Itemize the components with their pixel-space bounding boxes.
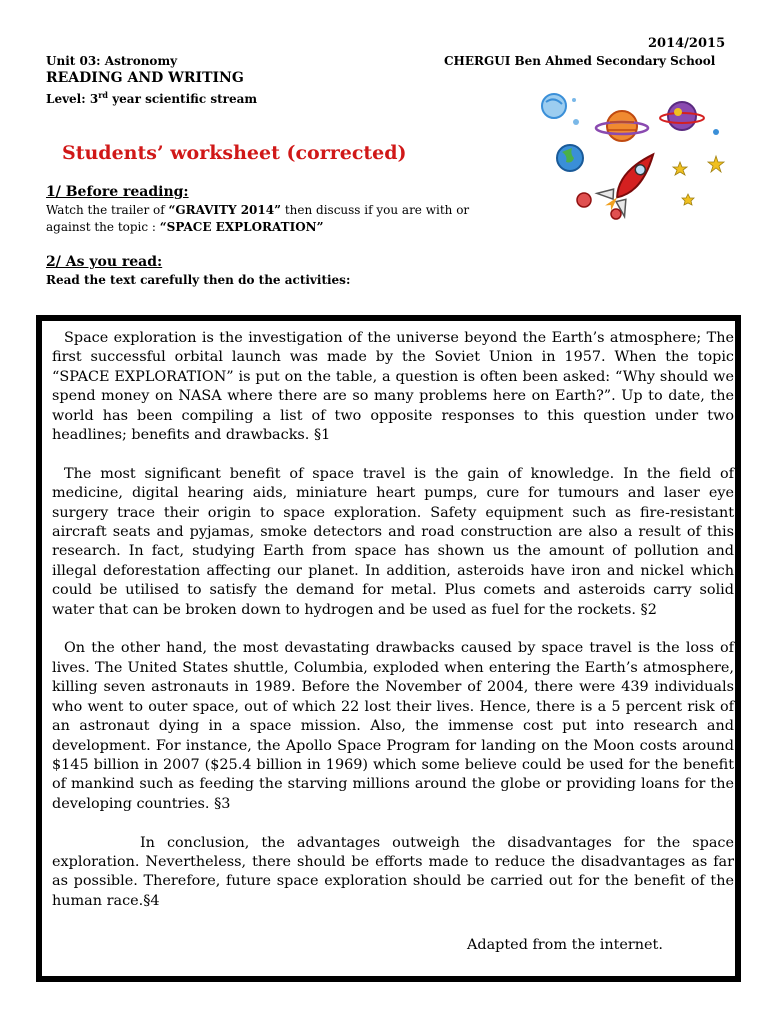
school-year: 2014/2015: [648, 36, 726, 51]
reading-passage-box: [36, 315, 741, 982]
worksheet-title: Students’ worksheet (corrected): [62, 142, 407, 164]
paragraph-1: Space exploration is the investigation of the universe beyond the Earth’s atmosphere; The first successful orbital launch was made by the Soviet Union in 1957. When the topic “SPACE EXPLORATION” is put on the table, a question is often been asked: “Why should we spend money on NASA where there are so many problems here on Earth?”. Up to date, the world has been compiling a list of two opposite responses to this question under two headlines; benefits and drawbacks. §1: [52, 330, 734, 444]
passage-source: Adapted from the internet.: [467, 937, 663, 953]
paragraph-3: On the other hand, the most devastating drawbacks caused by space travel is the loss of lives. The United States shuttle, Columbia, exploded when entering the Earth’s atmosphere, killing seven astronauts in 1989. Before the November of 2004, there were 439 individuals who went to outer space, out of which 22 lost their lives. Hence, there is a 5 percent risk of an astronaut dying in a space mission. Also, the immense cost put into research and development. For instance, the Apollo Space Program for landing on the Moon costs around $145 billion in 2007 ($25.4 billion in 1969) which some believe could be used for the benefit of mankind such as feeding the starving millions around the globe or providing loans for the developing countries. §3: [52, 640, 734, 812]
reading-passage: [52, 329, 734, 931]
paragraph-2: The most significant benefit of space travel is the gain of knowledge. In the field of medicine, digital hearing aids, miniature heart pumps, cure for tumours and laser eye surgery trace their origin to space exploration. Safety equipment such as fire-resistant aircraft seats and pyjamas, smoke detectors and road construction are also a result of this research. In fact, studying Earth from space has shown us the amount of pollution and illegal deforestation affecting our planet. In addition, asteroids have iron and nickel which could be utilised to satisfy the demand for metal. Plus comets and asteroids carry solid water that can be broken down to hydrogen and be used as fuel for the rockets. §2: [52, 465, 734, 618]
paragraph-4: In conclusion, the advantages outweigh the disadvantages for the space exploration. Nevertheless, there should be efforts made to reduce the disadvantages as far as possible. Therefore, future space exploration should be carried out for the benefit of the human race.§4: [52, 834, 734, 909]
before-reading-text-a: Watch the trailer of: [46, 203, 169, 217]
as-you-read-heading: 2/ As you read:: [46, 254, 163, 270]
unit-label: Unit 03: Astronomy: [46, 54, 178, 68]
space-clipart-icon: [530, 82, 730, 230]
space-exploration-topic: “SPACE EXPLORATION”: [159, 220, 324, 234]
before-reading-text: [46, 202, 516, 236]
level-superscript: rd: [98, 90, 109, 100]
level-suffix: year scientific stream: [108, 92, 258, 106]
before-reading-heading: 1/ Before reading:: [46, 184, 189, 200]
before-reading-text-c: then discuss if you are with or against the topic :: [46, 203, 470, 234]
level-prefix: Level: 3: [46, 92, 99, 106]
section-label: READING AND WRITING: [46, 70, 244, 86]
level-label: [46, 90, 257, 106]
school-name: CHERGUI Ben Ahmed Secondary School: [444, 54, 716, 68]
as-you-read-instruction: Read the text carefully then do the activities:: [46, 273, 351, 287]
gravity-title: “GRAVITY 2014”: [168, 203, 281, 217]
